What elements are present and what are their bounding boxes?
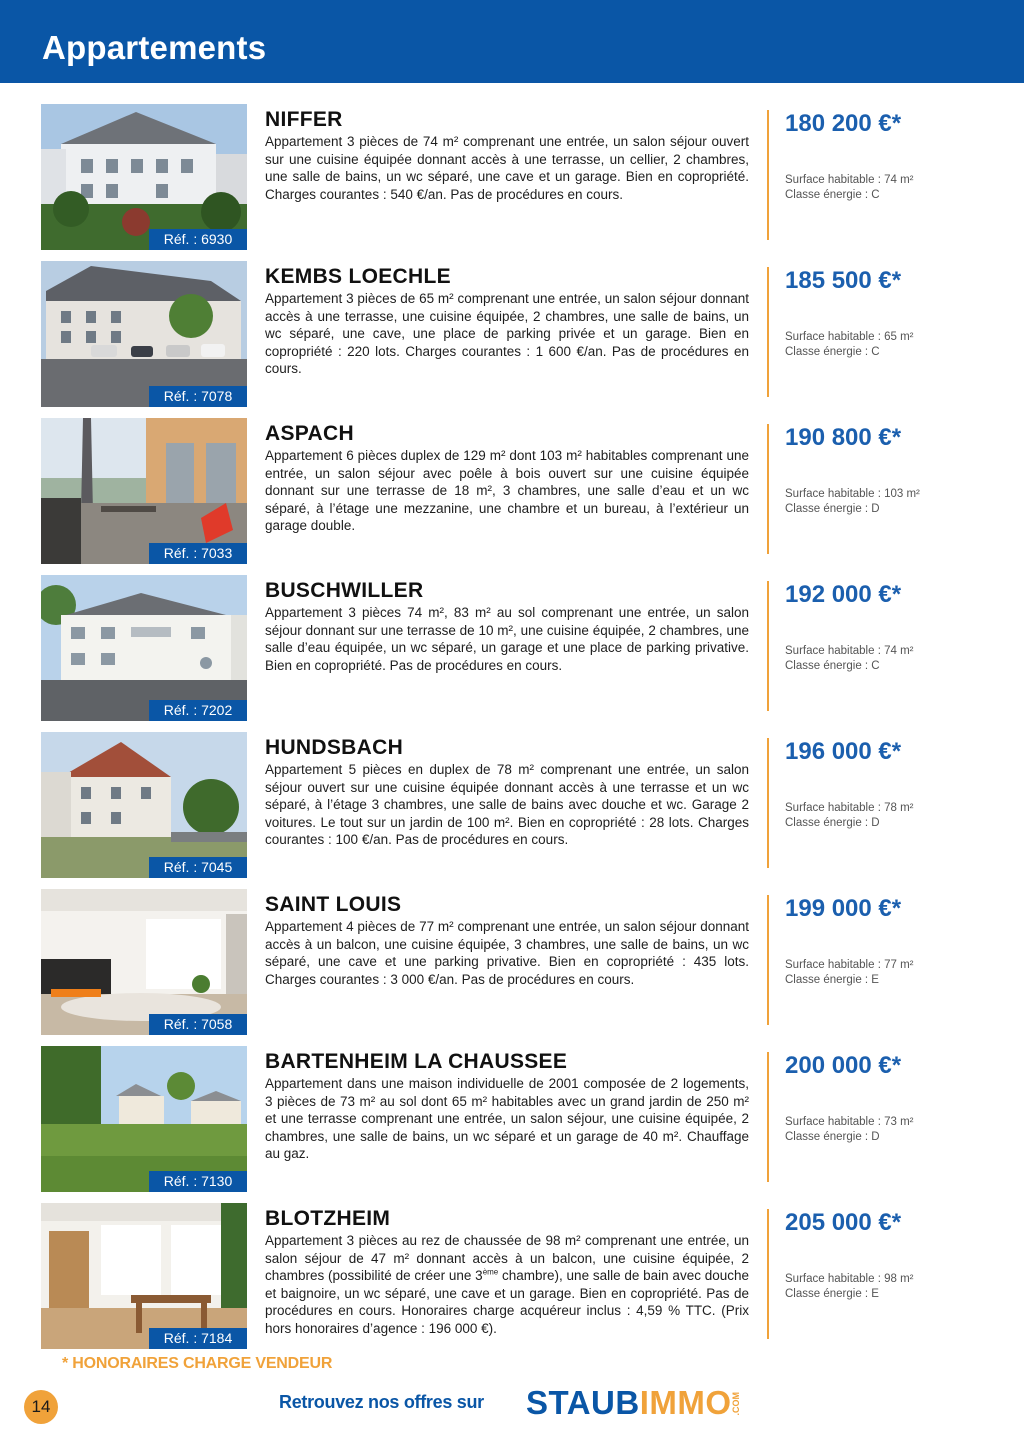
lawn-photo[interactable] <box>41 1046 247 1192</box>
listing-specs <box>785 801 914 831</box>
listing-text <box>265 1050 749 1163</box>
reference-badge: Réf. : 7045 <box>149 857 247 878</box>
apartment-parking-photo[interactable] <box>41 261 247 407</box>
footer-tagline: Retrouvez nos offres sur <box>279 1392 484 1412</box>
listing-title: KEMBS LOECHLE <box>265 265 451 288</box>
reference-badge: Réf. : 6930 <box>149 229 247 250</box>
listing-price: 199 000 €* <box>785 895 902 922</box>
listing-specs <box>785 1115 914 1145</box>
terrace-photo[interactable] <box>41 418 247 564</box>
listing-niffer[interactable] <box>0 104 1024 250</box>
listing-description <box>265 1232 749 1338</box>
price-block <box>767 1052 969 1182</box>
superscript: ème <box>482 1267 499 1277</box>
listing-description: Appartement 3 pièces de 65 m² comprenant une entrée, un salon séjour donnant accès à une terrasse, une cuisine équipée, 2 chambres, une salle de bains, un wc séparé, une cave, une place de parking privée et un garage. Bien en copropriété : 220 lots. Charges courantes : 1 600 €/an. Pas de procédures en cours. <box>265 291 749 377</box>
listing-saint-louis[interactable] <box>0 889 1024 1035</box>
reference-badge: Réf. : 7202 <box>149 700 247 721</box>
listing-title: ASPACH <box>265 422 354 445</box>
surface-value: Surface habitable : 103 m² <box>785 488 920 500</box>
reference-badge: Réf. : 7033 <box>149 543 247 564</box>
listing-text <box>265 893 749 988</box>
listing-description: Appartement 3 pièces 74 m², 83 m² au sol comprenant une entrée, un salon séjour donnant sur une terrasse de 10 m², une cuisine équipée, 2 chambres, une salle d’eau équipée, un wc séparé, un garage et une place de parking privative. Bien en copropriété. Pas de procédures en cours. <box>265 605 749 673</box>
surface-value: Surface habitable : 65 m² <box>785 331 914 343</box>
surface-value: Surface habitable : 74 m² <box>785 645 914 657</box>
price-block <box>767 895 969 1025</box>
listing-specs <box>785 173 914 203</box>
listing-title: BLOTZHEIM <box>265 1207 391 1230</box>
living-room-photo[interactable] <box>41 889 247 1035</box>
listing-description: Appartement 5 pièces en duplex de 78 m² comprenant une entrée, un salon séjour ouvert sur une cuisine équipée donnant accès à une terrasse et un wc séparé, à l’étage 3 chambres, une salle de bains avec douche et wc. Garage 2 voitures. Le tout sur un jardin de 100 m². Bien en copropriété : 28 lots. Charges courantes : 100 €/an. Pas de procédures en cours. <box>265 762 749 848</box>
price-block <box>767 581 969 711</box>
description-part: Appartement 3 pièces au rez de chaussée de 98 m² comprenant une entrée, un salon séjour de 47 m² donnant accès à un balcon, une cuisine équipée, 2 chambres (possibilité de créer une 3 <box>265 1233 749 1284</box>
page-title: Appartements <box>42 29 267 66</box>
listing-specs <box>785 330 914 360</box>
listing-specs <box>785 958 914 988</box>
reference-badge: Réf. : 7058 <box>149 1014 247 1035</box>
listing-specs <box>785 644 914 674</box>
brand-part-immo: IMMO <box>639 1384 732 1421</box>
listing-blotzheim[interactable] <box>0 1203 1024 1349</box>
surface-value: Surface habitable : 73 m² <box>785 1116 914 1128</box>
listing-title: BUSCHWILLER <box>265 579 424 602</box>
page-number: 14 <box>24 1390 58 1424</box>
listing-price: 190 800 €* <box>785 424 902 451</box>
listing-hundsbach[interactable] <box>0 732 1024 878</box>
price-block <box>767 424 969 554</box>
listing-kembs-loechle[interactable] <box>0 261 1024 407</box>
listing-title: SAINT LOUIS <box>265 893 402 916</box>
reference-badge: Réf. : 7184 <box>149 1328 247 1349</box>
energy-class: Classe énergie : D <box>785 817 880 829</box>
dining-room-photo[interactable] <box>41 1203 247 1349</box>
residence-photo[interactable] <box>41 575 247 721</box>
listing-price: 185 500 €* <box>785 267 902 294</box>
listing-title: HUNDSBACH <box>265 736 404 759</box>
listing-price: 200 000 €* <box>785 1052 902 1079</box>
listing-price: 180 200 €* <box>785 110 902 137</box>
listing-description: Appartement 3 pièces de 74 m² comprenant une entrée, un salon séjour ouvert sur une cuisine équipée donnant accès à une terrasse, un cellier, 2 chambres, une salle de bains, un wc séparé, une cave et un garage. Bien en copropriété. Charges courantes : 540 €/an. Pas de procédures en cours. <box>265 134 749 202</box>
listing-price: 205 000 €* <box>785 1209 902 1236</box>
brand-logo[interactable] <box>526 1383 732 1423</box>
listing-bartenheim-la-chaussee[interactable] <box>0 1046 1024 1192</box>
apartment-building-photo[interactable] <box>41 104 247 250</box>
price-block <box>767 1209 969 1339</box>
listing-text <box>265 108 749 203</box>
listing-text <box>265 265 749 378</box>
surface-value: Surface habitable : 78 m² <box>785 802 914 814</box>
house-garden-photo[interactable] <box>41 732 247 878</box>
listing-title: BARTENHEIM LA CHAUSSEE <box>265 1050 568 1073</box>
energy-class: Classe énergie : C <box>785 189 880 201</box>
price-block <box>767 110 969 240</box>
listing-specs <box>785 1272 914 1302</box>
price-block <box>767 267 969 397</box>
reference-badge: Réf. : 7130 <box>149 1171 247 1192</box>
listing-description: Appartement dans une maison individuelle de 2001 composée de 2 logements, 3 pièces de 73 m² au sol dont 65 m² habitables avec un grand jardin de 250 m² et une terrasse comprenant une entrée, un salon séjour, une cuisine équipée, 2 chambres, une salle de bains, un wc séparé et un garage de 40 m². Chauffage au gaz. <box>265 1076 749 1162</box>
listing-text <box>265 422 749 535</box>
listing-description: Appartement 4 pièces de 77 m² comprenant une entrée, un salon séjour donnant accès à un balcon, une cuisine équipée, 3 chambres, une salle de bains, un wc séparé, une cave et une parking privative. Bien en copropriété : 435 lots. Charges courantes : 3 000 €/an. Pas de procédures en cours. <box>265 919 749 987</box>
price-block <box>767 738 969 868</box>
surface-value: Surface habitable : 74 m² <box>785 174 914 186</box>
surface-value: Surface habitable : 98 m² <box>785 1273 914 1285</box>
energy-class: Classe énergie : E <box>785 974 879 986</box>
brand-part-staub: STAUB <box>526 1384 640 1421</box>
listing-text <box>265 736 749 849</box>
energy-class: Classe énergie : C <box>785 346 880 358</box>
listing-text <box>265 579 749 674</box>
listing-buschwiller[interactable] <box>0 575 1024 721</box>
energy-class: Classe énergie : E <box>785 1288 879 1300</box>
listing-aspach[interactable] <box>0 418 1024 564</box>
energy-class: Classe énergie : D <box>785 503 880 515</box>
listing-price: 196 000 €* <box>785 738 902 765</box>
listing-price: 192 000 €* <box>785 581 902 608</box>
listing-description: Appartement 6 pièces duplex de 129 m² dont 103 m² habitables comprenant une entrée, un salon séjour avec poêle à bois ouvert sur une cuisine équipée donnant sur une terrasse de 18 m², 3 chambres, une salle d’eau et un wc séparé, à l’étage une mezzanine, une chambre et un bureau, à l’extérieur un garage double. <box>265 448 749 534</box>
listing-specs <box>785 487 920 517</box>
energy-class: Classe énergie : D <box>785 1131 880 1143</box>
description-part: chambre), une salle de bain avec douche et baignoire, un wc séparé, une cave et un garage. Bien en copropriété. Pas de procédures en cours. Honoraires charge acquéreur inclus : 4,59 % TTC. (Prix hors honoraires d’agence : 196 000 €). <box>265 1268 750 1336</box>
page-header <box>0 0 1024 83</box>
fees-footnote: * HONORAIRES CHARGE VENDEUR <box>62 1355 333 1372</box>
energy-class: Classe énergie : C <box>785 660 880 672</box>
reference-badge: Réf. : 7078 <box>149 386 247 407</box>
brand-suffix: .COM <box>731 1392 741 1416</box>
listing-text <box>265 1207 749 1338</box>
surface-value: Surface habitable : 77 m² <box>785 959 914 971</box>
listing-title: NIFFER <box>265 108 343 131</box>
